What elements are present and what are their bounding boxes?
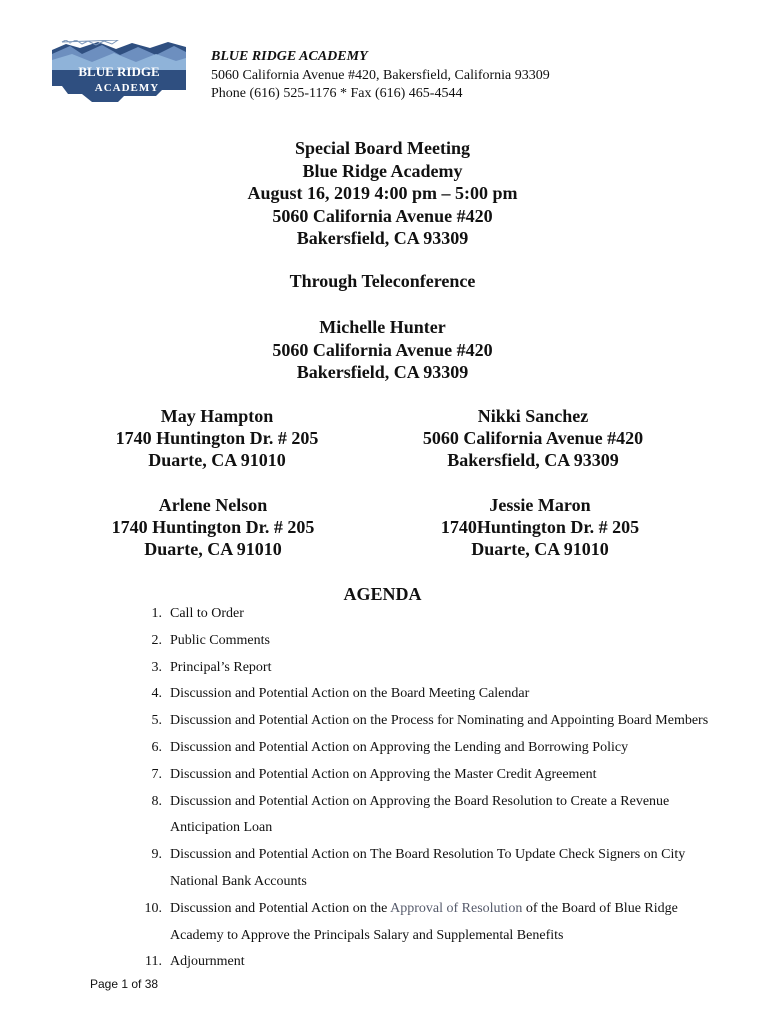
location-city: Bakersfield, CA 93309 (447, 450, 619, 470)
agenda-item (140, 601, 710, 628)
location-right-bottom (410, 494, 670, 560)
org-header (211, 48, 550, 104)
agenda-item (140, 896, 710, 950)
agenda-item-text: Discussion and Potential Action on the Process for Nominating and Appointing Board Members (170, 713, 709, 729)
location-name: Nikki Sanchez (477, 406, 589, 426)
agenda-item-text: Discussion and Potential Action on The Board Resolution To Update Check Signers on City National Bank Accounts (170, 847, 686, 889)
agenda-item-number: 4. (151, 686, 162, 702)
academy-logo (52, 40, 186, 104)
agenda-item (140, 762, 710, 789)
meeting-info (0, 137, 765, 250)
agenda-item (140, 735, 710, 762)
agenda-item-text: Discussion and Potential Action on Approving the Lending and Borrowing Policy (170, 739, 629, 755)
location-street: 1740 Huntington Dr. # 205 (111, 517, 315, 537)
meeting-mode: Through Teleconference (289, 271, 476, 291)
location-street: 5060 California Avenue #420 (422, 428, 644, 448)
agenda-item (140, 842, 710, 896)
agenda-item-number: 7. (151, 766, 162, 782)
logo-line2: ACADEMY (94, 82, 160, 94)
agenda-item-highlight: Approval of Resolution (390, 900, 523, 916)
location-street: 1740 Huntington Dr. # 205 (115, 428, 319, 448)
agenda-item-text: Call to Order (170, 606, 244, 621)
location-city: Duarte, CA 91010 (148, 450, 286, 470)
meeting-street: 5060 California Avenue #420 (272, 205, 493, 226)
org-phone-fax: Phone (616) 525-1176 * Fax (616) 465-4544 (211, 86, 463, 101)
location-name: May Hampton (160, 406, 274, 426)
agenda-item-number: 2. (151, 632, 162, 648)
agenda-item-text: Adjournment (170, 954, 245, 970)
agenda-item (140, 628, 710, 655)
agenda-item (140, 949, 710, 976)
agenda-item (140, 655, 710, 682)
agenda-item-text-after: of the Board of Blue Ridge Academy to Approve the Principals Salary and Supplemental Benefits (170, 900, 678, 943)
agenda-title: AGENDA (343, 584, 422, 604)
agenda-item-number: 9. (151, 847, 162, 863)
agenda-item-text-before: Discussion and Potential Action on the (170, 900, 391, 916)
agenda-item-number: 3. (151, 659, 162, 675)
agenda-item (140, 681, 710, 708)
agenda-item (140, 708, 710, 735)
location-street: 5060 California Avenue #420 (272, 339, 493, 360)
org-address: 5060 California Avenue #420, Bakersfield, California 93309 (211, 67, 550, 83)
agenda-item-text: Public Comments (170, 632, 270, 648)
logo-line1: BLUE RIDGE (78, 64, 160, 79)
agenda-item-number: 1. (151, 606, 162, 621)
location-right-top (403, 405, 663, 471)
org-name: BLUE RIDGE ACADEMY (211, 49, 368, 64)
agenda-item-text: Discussion and Potential Action on Approving the Master Credit Agreement (170, 766, 597, 782)
agenda-item-number: 10. (144, 900, 162, 916)
page-number: Page 1 of 38 (90, 977, 159, 991)
agenda-item-text: Discussion and Potential Action on Approving the Board Resolution to Create a Revenue Anticipation Loan (170, 793, 670, 836)
meeting-city: Bakersfield, CA 93309 (296, 228, 469, 248)
agenda-item-number: 5. (151, 713, 162, 729)
agenda-item-number: 11. (145, 954, 162, 970)
location-name: Michelle Hunter (319, 317, 446, 337)
location-left-bottom (93, 494, 333, 560)
location-main (0, 316, 765, 384)
agenda-item (140, 789, 710, 843)
location-city: Duarte, CA 91010 (144, 539, 282, 559)
location-city: Bakersfield, CA 93309 (296, 362, 469, 382)
meeting-title: Special Board Meeting (295, 138, 470, 158)
agenda-item-text: Discussion and Potential Action on the Board Meeting Calendar (170, 686, 530, 702)
agenda-item-number: 6. (151, 739, 162, 755)
location-city: Duarte, CA 91010 (471, 539, 609, 559)
agenda-item-text: Principal’s Report (170, 659, 272, 675)
location-name: Jessie Maron (489, 495, 591, 515)
location-name: Arlene Nelson (158, 495, 268, 515)
agenda-item-number: 8. (151, 793, 162, 809)
location-street: 1740Huntington Dr. # 205 (440, 517, 640, 537)
meeting-datetime: August 16, 2019 4:00 pm – 5:00 pm (247, 183, 518, 203)
agenda-list (140, 601, 710, 976)
location-left-top (97, 405, 337, 471)
meeting-org: Blue Ridge Academy (302, 160, 463, 181)
